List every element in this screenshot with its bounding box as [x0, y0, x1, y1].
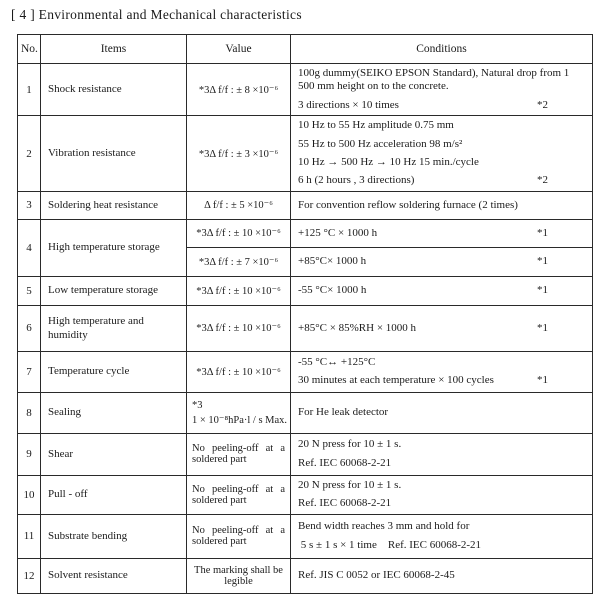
row-value: [187, 558, 291, 593]
table-row: [18, 351, 593, 392]
value-line: No peeling-off at a soldered part: [192, 443, 285, 466]
row-number: 4: [18, 219, 41, 276]
condition-line: [298, 322, 588, 335]
table-row: [18, 392, 593, 433]
header-value: Value: [187, 35, 291, 64]
row-conditions: [291, 276, 593, 305]
row-item: Vibration resistance: [41, 116, 187, 192]
footnote-marker: *1: [537, 255, 548, 268]
condition-text: +85°C× 1000 h: [298, 255, 367, 268]
row-conditions: [291, 558, 593, 593]
condition-text: For He leak detector: [298, 406, 389, 419]
condition-line: [298, 406, 588, 419]
condition-text: +125 °C × 1000 h: [298, 226, 378, 239]
row-conditions: [291, 433, 593, 475]
value-line: *3Δ f/f : ± 10 ×10⁻⁶: [196, 323, 281, 335]
condition-line: [298, 67, 588, 94]
value-line: *3Δ f/f : ± 7 ×10⁻⁶: [198, 256, 279, 268]
condition-text: -55 °C↔ +125°C: [298, 355, 376, 368]
condition-line: [298, 356, 588, 369]
footnote-marker: *2: [537, 98, 548, 111]
row-conditions: [291, 305, 593, 351]
value-line: *3Δ f/f : ± 10 ×10⁻⁶: [196, 366, 281, 378]
row-item: Substrate bending: [41, 514, 187, 558]
condition-text: Ref. JIS C 0052 or IEC 60068-2-45: [298, 568, 455, 581]
row-value: [187, 247, 291, 276]
row-value: [187, 191, 291, 219]
condition-text: Ref. IEC 60068-2-21: [298, 456, 392, 469]
condition-text: 20 N press for 10 ± 1 s.: [298, 438, 402, 451]
row-number: 11: [18, 514, 41, 558]
condition-line: [298, 138, 588, 151]
header-no: No.: [18, 35, 41, 64]
condition-text: Bend width reaches 3 mm and hold for: [298, 520, 470, 533]
row-conditions: [291, 392, 593, 433]
condition-line: [298, 497, 588, 510]
footnote-marker: *1: [537, 374, 548, 387]
condition-line: [298, 174, 588, 187]
value-line: *3Δ f/f : ± 10 ×10⁻⁶: [196, 285, 281, 297]
row-value: [187, 392, 291, 433]
row-item: High temperature and humidity: [41, 305, 187, 351]
row-number: 5: [18, 276, 41, 305]
row-item: Pull - off: [41, 475, 187, 514]
row-value: [187, 514, 291, 558]
header-row: [18, 35, 593, 64]
table-row: [18, 116, 593, 192]
condition-line: [298, 119, 588, 132]
condition-text: 6 h (2 hours , 3 directions): [298, 174, 415, 187]
footnote-marker: *1: [537, 321, 548, 334]
row-item: Shear: [41, 433, 187, 475]
condition-line: [298, 227, 588, 240]
condition-line: [298, 284, 588, 297]
footnote-marker: *2: [537, 174, 548, 187]
row-item: Low temperature storage: [41, 276, 187, 305]
value-line: No peeling-off at a soldered part: [192, 483, 285, 506]
table-row: [18, 514, 593, 558]
row-number: 2: [18, 116, 41, 192]
condition-line: [298, 99, 588, 112]
condition-line: [298, 255, 588, 268]
condition-text: 3 directions × 10 times: [298, 98, 399, 111]
condition-text: 30 minutes at each temperature × 100 cycles: [298, 374, 494, 387]
row-item: High temperature storage: [41, 219, 187, 276]
header-conditions: Conditions: [291, 35, 593, 64]
row-number: 6: [18, 305, 41, 351]
row-item: Shock resistance: [41, 64, 187, 116]
row-value: [187, 475, 291, 514]
condition-line: [298, 156, 588, 169]
value-line: Δ f/f : ± 5 ×10⁻⁶: [204, 200, 273, 212]
value-line: 1 × 10⁻⁸hPa·l / s Max.: [192, 414, 288, 426]
characteristics-table: [17, 34, 593, 594]
value-line: The marking shall be legible: [194, 564, 283, 587]
value-line: *3: [192, 399, 203, 411]
value-line: *3Δ f/f : ± 8 ×10⁻⁶: [198, 84, 279, 96]
row-value: [187, 276, 291, 305]
row-number: 3: [18, 191, 41, 219]
row-conditions: [291, 116, 593, 192]
row-value: [187, 305, 291, 351]
condition-text: +85°C × 85%RH × 1000 h: [298, 321, 417, 334]
table-body: [18, 64, 593, 594]
condition-line: [298, 438, 588, 451]
condition-text: Ref. IEC 60068-2-21: [298, 497, 392, 510]
header-items: Items: [41, 35, 187, 64]
page-title: [ 4 ] Environmental and Mechanical characteristics: [11, 7, 302, 22]
row-conditions: [291, 475, 593, 514]
row-item: Sealing: [41, 392, 187, 433]
table-row: [18, 219, 593, 247]
row-value: [187, 64, 291, 116]
condition-text: -55 °C× 1000 h: [298, 284, 367, 297]
row-number: 10: [18, 475, 41, 514]
row-value: [187, 351, 291, 392]
value-line: No peeling-off at a soldered part: [192, 525, 285, 548]
condition-text: 10 Hz → 500 Hz → 10 Hz 15 min./cycle: [298, 156, 479, 169]
table-row: [18, 558, 593, 593]
row-item: Soldering heat resistance: [41, 191, 187, 219]
condition-line: [298, 479, 588, 492]
table-row: [18, 433, 593, 475]
row-number: 1: [18, 64, 41, 116]
condition-line: [298, 457, 588, 470]
row-value: [187, 116, 291, 192]
condition-text: 10 Hz to 55 Hz amplitude 0.75 mm: [298, 119, 454, 132]
table-row: [18, 64, 593, 116]
value-line: *3Δ f/f : ± 3 ×10⁻⁶: [198, 148, 279, 160]
row-number: 12: [18, 558, 41, 593]
condition-text: For convention reflow soldering furnace (2 times): [298, 198, 518, 211]
condition-text: 5 s ± 1 s × 1 time Ref. IEC 60068-2-21: [298, 538, 482, 551]
row-conditions: [291, 219, 593, 247]
footnote-marker: *1: [537, 284, 548, 297]
condition-text: 20 N press for 10 ± 1 s.: [298, 478, 402, 491]
row-number: 9: [18, 433, 41, 475]
table-row: [18, 475, 593, 514]
row-item: Solvent resistance: [41, 558, 187, 593]
condition-line: [298, 569, 588, 582]
row-conditions: [291, 351, 593, 392]
condition-line: [298, 374, 588, 387]
row-item: Temperature cycle: [41, 351, 187, 392]
row-number: 8: [18, 392, 41, 433]
condition-text: 55 Hz to 500 Hz acceleration 98 m/s²: [298, 137, 463, 150]
condition-line: [298, 199, 588, 212]
condition-line: [298, 539, 588, 552]
row-conditions: [291, 514, 593, 558]
table-row: [18, 305, 593, 351]
footnote-marker: *1: [537, 226, 548, 239]
table-row: [18, 276, 593, 305]
condition-line: [298, 520, 588, 533]
row-conditions: [291, 191, 593, 219]
row-number: 7: [18, 351, 41, 392]
row-conditions: [291, 64, 593, 116]
row-conditions: [291, 247, 593, 276]
row-value: [187, 219, 291, 247]
row-value: [187, 433, 291, 475]
condition-text: 100g dummy(SEIKO EPSON Standard), Natural drop from 1 500 mm height on to the concrete.: [298, 67, 573, 93]
table-row: [18, 191, 593, 219]
value-line: *3Δ f/f : ± 10 ×10⁻⁶: [196, 228, 281, 240]
